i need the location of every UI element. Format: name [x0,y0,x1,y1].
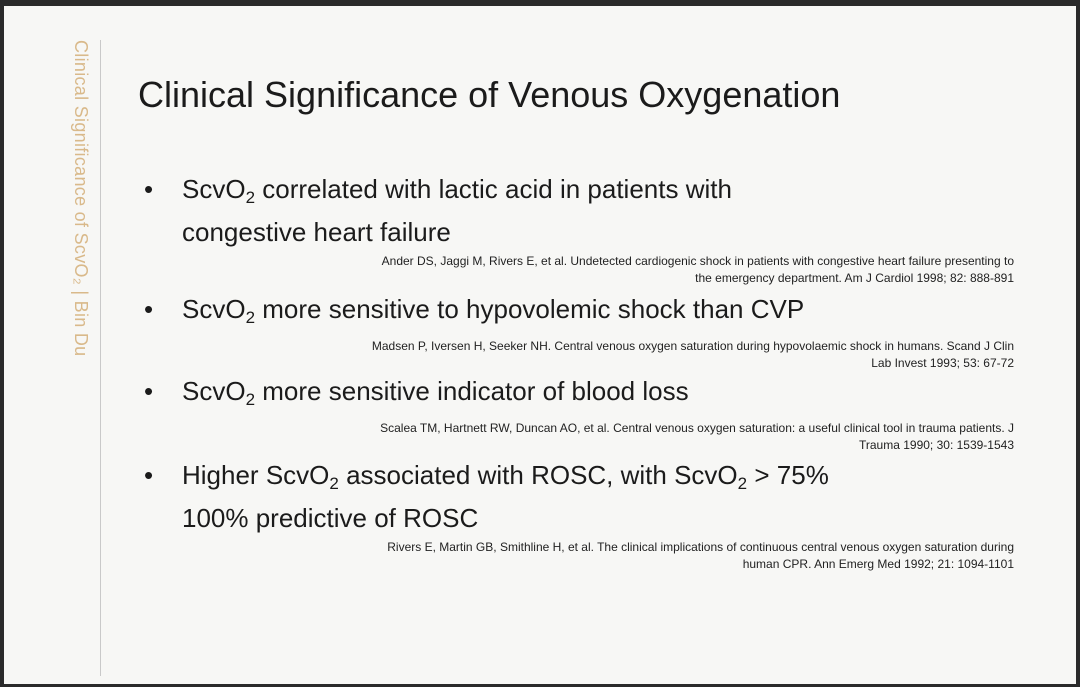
bullet-dot: • [144,460,154,490]
bullet-text: ScvO$_2$ correlated with lactic acid in patients with congestive heart failure [182,174,732,247]
reference-citation: Madsen P, Iversen H, Seeker NH. Central venous oxygen saturation during hypovolaemic shock in humans. Scand J Clin Lab Invest 1993; 53: 67-72 [371,339,1014,370]
slide-title: Clinical Significance of Venous Oxygenation [138,74,841,115]
sidebar-label: Clinical Significance of ScvO₂ | Bin Du [71,40,91,357]
bullet-item [144,172,1014,287]
sidebar-divider [100,40,101,676]
bullet-dot: • [144,294,154,324]
bullet-dot: • [144,376,154,406]
bullet-item [144,292,1014,372]
bullet-item [144,458,1014,573]
bullet-dot: • [144,174,154,204]
reference-citation: Scalea TM, Hartnett RW, Duncan AO, et al. Central venous oxygen saturation: a useful clinical tool in trauma patients. J Trauma 1990; 30: 1539-1543 [380,421,1014,452]
reference-citation: Ander DS, Jaggi M, Rivers E, et al. Undetected cardiogenic shock in patients with congestive heart failure presenting to the emergency department. Am J Cardiol 1998; 82: 888-891 [381,254,1014,285]
bullet-item [144,374,1014,454]
reference-citation: Rivers E, Martin GB, Smithline H, et al. The clinical implications of continuous central venous oxygen saturation during human CPR. Ann Emerg Med 1992; 21: 1094-1101 [387,540,1014,571]
bullet-text: Higher ScvO$_2$ associated with ROSC, with ScvO$_2$ > 75% 100% predictive of ROSC [182,460,829,533]
bullet-text: ScvO$_2$ more sensitive indicator of blood loss [182,376,689,409]
bullet-text: ScvO$_2$ more sensitive to hypovolemic shock than CVP [182,294,805,327]
slide [4,6,1076,684]
